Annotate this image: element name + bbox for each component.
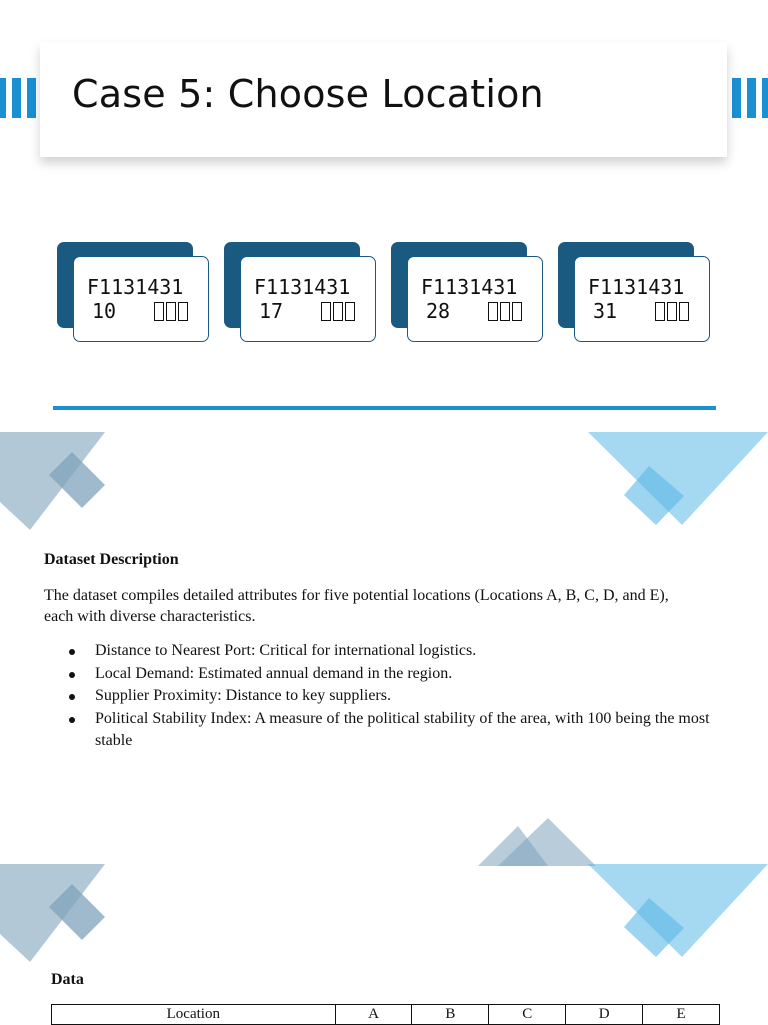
decor-top-left: [0, 432, 110, 532]
missing-glyph-icon: [178, 302, 188, 321]
decor-mid-triangles: [478, 816, 598, 868]
student-suffix-line: [259, 299, 355, 323]
student-cards: [57, 242, 717, 346]
missing-glyph-icon: [345, 302, 355, 321]
intro-line-2: each with diverse characteristics.: [44, 608, 256, 625]
list-item: [44, 640, 734, 663]
student-suffix-line: [593, 299, 689, 323]
title-box: [40, 42, 727, 157]
student-card: [57, 242, 212, 344]
list-item-text: Distance to Nearest Port: Critical for international logistics.: [95, 642, 477, 659]
missing-glyph-icon: [154, 302, 164, 321]
student-id: F1131431: [421, 275, 518, 299]
list-item: [44, 685, 734, 708]
student-suffix-line: [426, 299, 522, 323]
intro-line-1: The dataset compiles detailed attributes for five potential locations (Locations A, B, C, D, and E),: [44, 587, 669, 604]
table-header-a: A: [335, 1005, 412, 1025]
table-header-c: C: [489, 1005, 566, 1025]
student-card: [391, 242, 546, 344]
student-id: F1131431: [87, 275, 184, 299]
student-id: F1131431: [588, 275, 685, 299]
table-header-row: [52, 1005, 720, 1025]
bullet-icon: [69, 717, 75, 723]
student-suffix: 17: [259, 299, 284, 323]
card-face: [240, 256, 376, 342]
card-face: [407, 256, 543, 342]
card-face: [73, 256, 209, 342]
decor-bottom-right: [588, 864, 768, 964]
table-header-d: D: [566, 1005, 643, 1025]
table-header-e: E: [643, 1005, 720, 1025]
title-left-stripes: [0, 78, 36, 118]
missing-glyph-icon: [655, 302, 665, 321]
list-item-text: Political Stability Index: A measure of the political stability of the area, with 100 being the most stable: [95, 709, 710, 750]
dataset-description-heading: Dataset Description: [44, 551, 179, 568]
bullet-icon: [69, 649, 75, 655]
bullet-icon: [69, 672, 75, 678]
list-item-text: Local Demand: Estimated annual demand in the region.: [95, 664, 453, 682]
student-card: [224, 242, 379, 344]
decor-top-right: [588, 432, 768, 532]
missing-glyph-icon: [488, 302, 498, 321]
student-suffix: 31: [593, 299, 618, 323]
student-suffix: 10: [92, 299, 117, 323]
missing-glyph-icon: [667, 302, 677, 321]
title-right-stripes: [732, 78, 768, 118]
card-face: [574, 256, 710, 342]
bullet-icon: [69, 694, 75, 700]
table-header-b: B: [412, 1005, 489, 1025]
slide-title: Case 5: Choose Location: [72, 72, 544, 116]
location-table: [51, 1004, 720, 1025]
table-header-location: Location: [52, 1005, 336, 1025]
list-item: [44, 708, 734, 753]
missing-glyph-icon: [166, 302, 176, 321]
student-suffix: 28: [426, 299, 451, 323]
student-id: F1131431: [254, 275, 351, 299]
slide-divider: [53, 406, 716, 410]
decor-bottom-left: [0, 864, 110, 964]
student-card: [558, 242, 713, 344]
missing-glyph-icon: [321, 302, 331, 321]
missing-glyph-icon: [679, 302, 689, 321]
missing-glyph-icon: [500, 302, 510, 321]
student-suffix-line: [92, 299, 188, 323]
missing-glyph-icon: [512, 302, 522, 321]
missing-glyph-icon: [333, 302, 343, 321]
attribute-list: [44, 640, 734, 753]
data-heading: Data: [51, 971, 84, 988]
list-item-text: Supplier Proximity: Distance to key suppliers.: [95, 687, 391, 705]
list-item: [44, 663, 734, 686]
